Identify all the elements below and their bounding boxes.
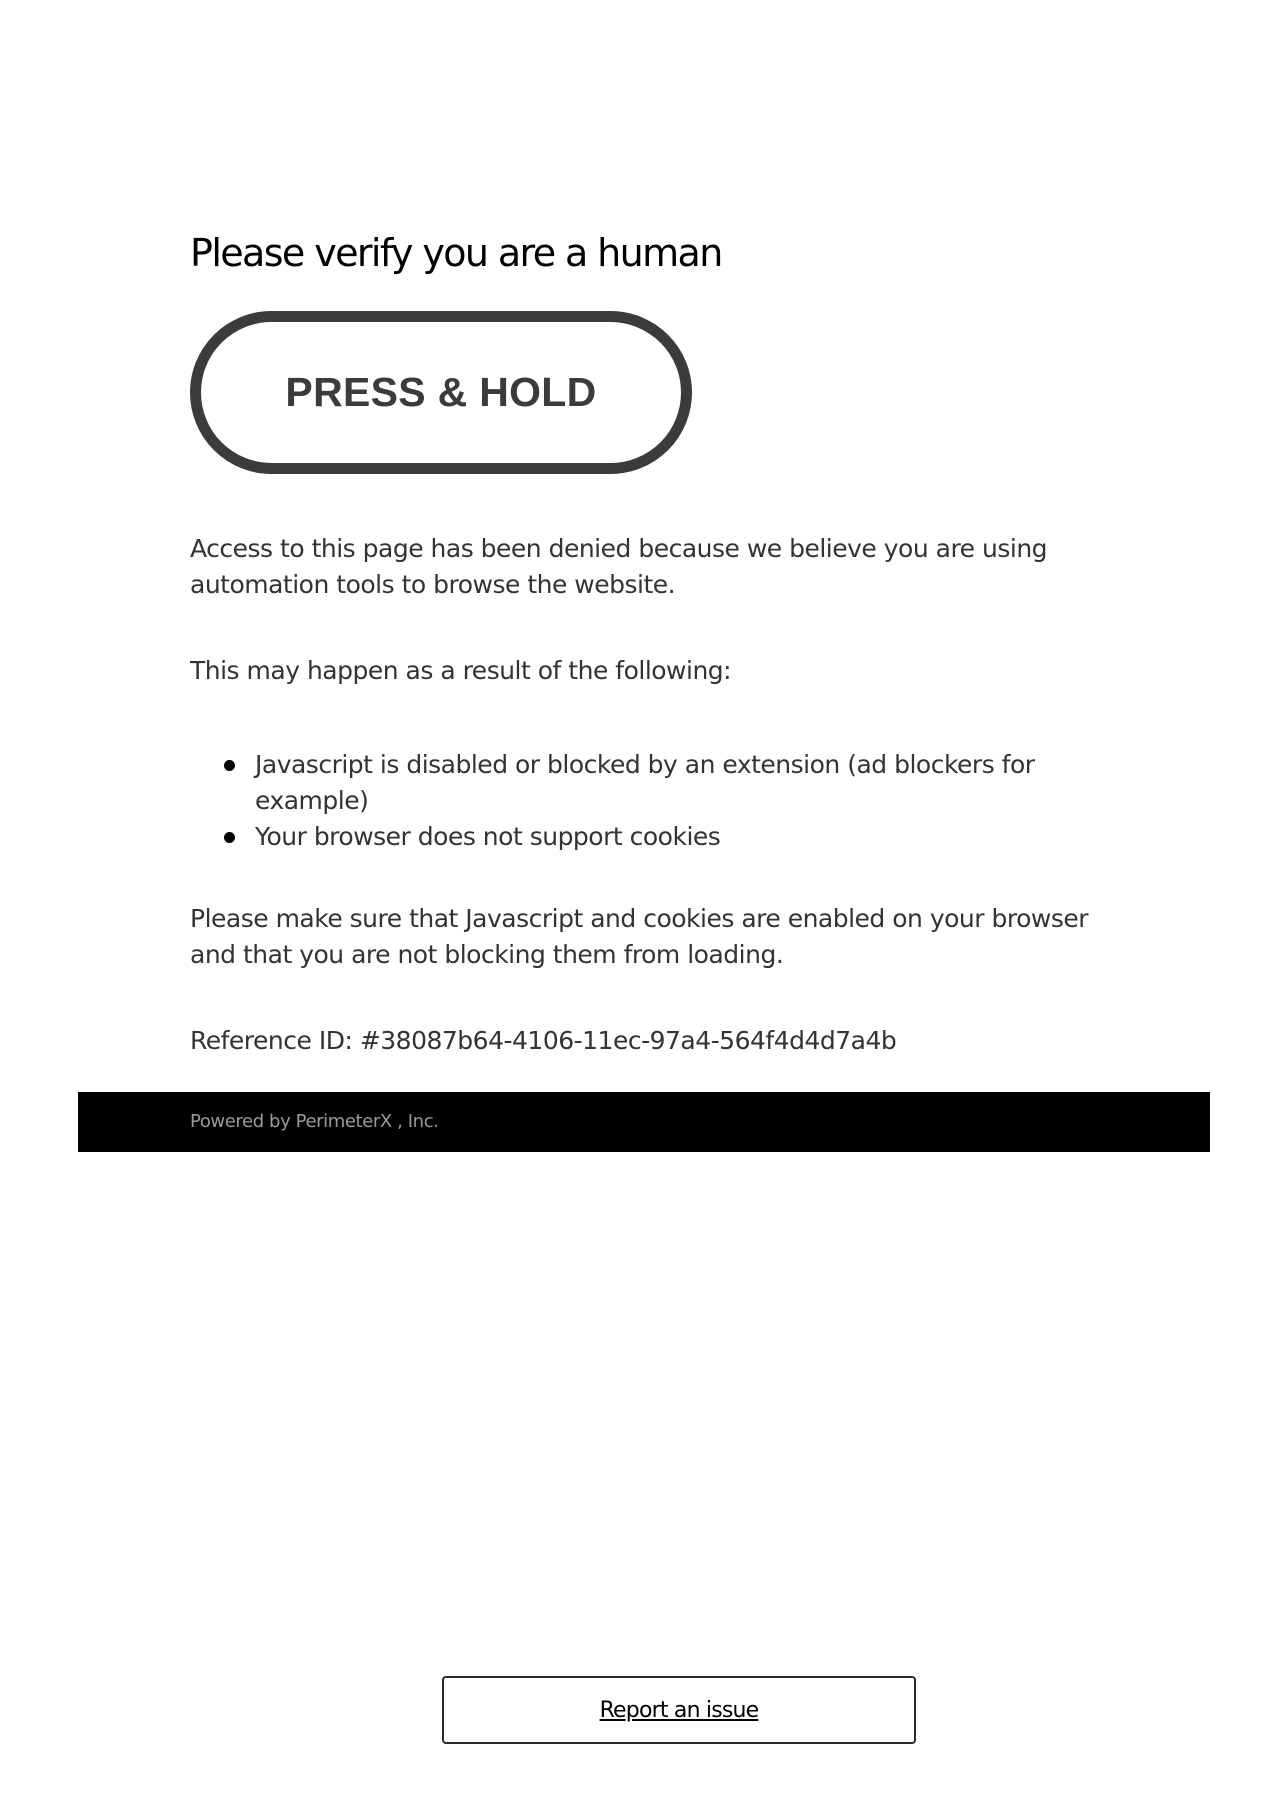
powered-by-text: Powered by PerimeterX , Inc. bbox=[190, 1111, 439, 1132]
main-content bbox=[190, 225, 1110, 1055]
bullet-icon bbox=[224, 832, 235, 843]
access-denied-message: Access to this page has been denied because we believe you are using automation tools to browse the website. bbox=[190, 534, 1048, 599]
instructions-message: Please make sure that Javascript and cookies are enabled on your browser and that you are not blocking them from loading. bbox=[190, 904, 1089, 969]
bullet-icon bbox=[224, 760, 235, 771]
reference-id: Reference ID: #38087b64-4106-11ec-97a4-564f4d4d7a4b bbox=[190, 1026, 897, 1055]
reasons-intro: This may happen as a result of the following: bbox=[190, 656, 732, 685]
reasons-list bbox=[190, 747, 1110, 855]
list-item bbox=[255, 819, 1110, 855]
press-and-hold-label: PRESS & HOLD bbox=[285, 369, 597, 415]
footer-bar bbox=[78, 1092, 1210, 1152]
page-title: Please verify you are a human bbox=[190, 231, 722, 275]
reason-text: Your browser does not support cookies bbox=[255, 822, 721, 851]
report-issue-link[interactable]: Report an issue bbox=[599, 1697, 759, 1723]
report-issue-button[interactable] bbox=[442, 1676, 916, 1744]
press-and-hold-button[interactable] bbox=[190, 311, 692, 474]
list-item bbox=[255, 747, 1110, 819]
reason-text: Javascript is disabled or blocked by an extension (ad blockers for example) bbox=[255, 750, 1035, 815]
